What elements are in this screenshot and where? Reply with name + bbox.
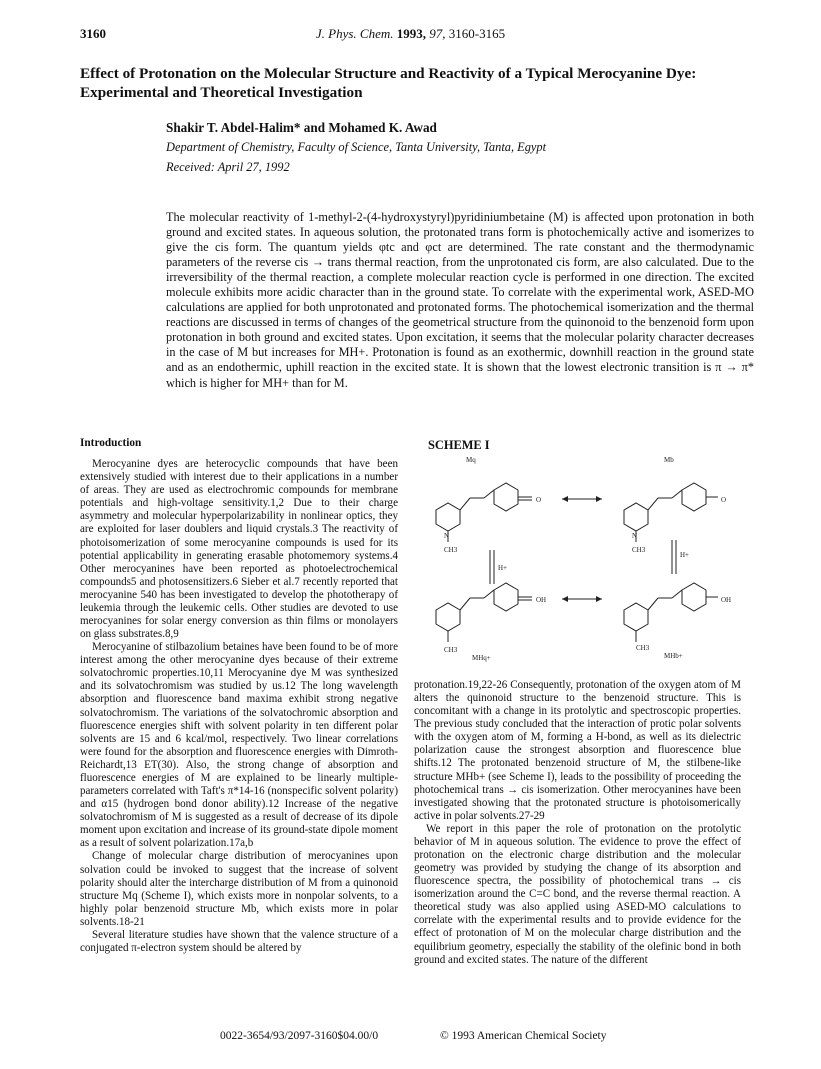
scheme-title: SCHEME I (428, 438, 490, 452)
scheme-figure (414, 452, 744, 674)
journal-name: J. Phys. Chem. (315, 26, 394, 41)
intro-paragraph-6: We report in this paper the role of protonation on the protolytic behavior of M in aqueous solution. The evidence to prove the effect of protonation on the electronic charge distribution and the molecular geometry was provided by studying the change of its absorption and fluorescence spectra, the possibility of photochemical trans → cis isomerization around the C=C bond, and the reverse thermal reaction. A theoretical study was also applied using ASED-MO calculations to correlate with the experimental results and to provide evidence for the effect of protonation of M on the molecular charge distribution and the equilibrium geometry, especially the stability of the olefinic bond in both ground and excited states. The nature of the different (414, 822, 741, 966)
label-hplus-1: H+ (498, 564, 508, 572)
label-n-1: N (444, 532, 450, 540)
structure-mhb (624, 583, 718, 642)
footer-copyright: © 1993 American Chemical Society (440, 1030, 607, 1042)
label-mq: Mq (466, 456, 476, 464)
running-header (0, 26, 821, 42)
page-number: 3160 (80, 26, 106, 41)
label-oh-plus: OH (536, 596, 547, 604)
structure-mhq (436, 583, 532, 642)
equilibrium-arrow-left (490, 550, 494, 584)
label-mhq: MHq+ (472, 654, 491, 662)
structure-mb (624, 483, 718, 542)
received-date: Received: April 27, 1992 (166, 160, 290, 174)
intro-paragraph-4: Several literature studies have shown that the valence structure of a conjugated π-electron system should be altered by (80, 928, 398, 954)
label-n-2: N (632, 532, 638, 540)
journal-year: 1993, (396, 26, 427, 41)
article-title: Effect of Protonation on the Molecular Structure and Reactivity of a Typical Merocyanine Dye: Experimental and Theoretical Investigation (80, 65, 697, 101)
equilibrium-arrow-right (672, 540, 676, 574)
abstract: The molecular reactivity of 1-methyl-2-(4-hydroxystyryl)pyridiniumbetaine (M) is affected upon protonation in both ground and excited states. In aqueous solution, the protonated trans form is photochemically active and isomerizes to give the cis form. The quantum yields φtc and φct are determined. The rate constant and the thermodynamic parameters of the reverse cis → trans thermal reaction, from the unprotonated cis form, are also calculated. Due to the irreversibility of the thermal reaction, a complete molecular reaction cycle is performed in one direction. The excited molecule exhibits more acidic character than in the ground state. To correlate with the experimental work, ASED-MO calculations are applied for both unprotonated and protonated forms. The photochemical isomerization and the thermal reactions are discussed in terms of changes of the geometrical structure from the quinonoid to the benzenoid form upon protonation in both ground and excited states. Upon excitation, it seems that the molecular polarity character decreases in the case of M but increases for MH+. Protonation is found as an exothermic, downhill reaction in the ground state and as an endothermic, uphill reaction in the excited state. It is shown that the lowest electronic transition is π → π* which is higher for MH+ than for M. (166, 210, 754, 390)
label-oh: OH (721, 596, 732, 604)
label-o-minus: O (721, 496, 727, 504)
journal-volume: 97, (429, 26, 446, 41)
intro-paragraph-2: Merocyanine of stilbazolium betaines have been found to be of more interest among the other merocyanine dyes because of their extreme solvatochromic properties.10,11 Merocyanine dye M was synthesized and its solvatochromism was studied by us.12 The long wavelength absorption and fluorescence band maxima exhibit strong negative solvatochromism. The variations of the solvatochromic absorption and fluorescence energies shift with solvent polarity in ten different polar solvents are 15 and 6 kcal/mol, respectively. Two linear correlations were found for the absorption and fluorescence energies with Dimroth-Reichardt,13 ET(30). Also, the strong change of absorption and fluorescence energies of M are explained to be linearly multiple-parameters correlated with Taft's π*14-16 (nonspecific solvent polarity) and α15 (hydrogen bond donor ability).12 Increase of the negative solvatochromism of M is suggested as a result of decrease of its dipole moment upon excitation and increase of its ground-state dipole moment as a result of solvent polarization.17a,b (80, 641, 398, 850)
intro-paragraph-1: Merocyanine dyes are heterocyclic compounds that have been extensively studied with interest due to their applications in a number of areas. They are used as electrochromic compounds for membrane potentials and high-voltage sensitivity.1,2 Due to their charge asymmetry and molecular hyperpolarizability in nonlinear optics, they are exploited for laser doublers and liquid crystals.3 The reactivity of photoisomerization of some merocyanine compounds is used for its potential applicability in generating erasable photomemory systems.4 Other merocyanines have been reported as photoelectrochemical compounds5 and photosensitizers.6 Sieber et al.7 recently reported that merocyanine 540 has been investigated to develop the phototherapy of leukemia through the leukemic cells. Other studies are devoted to use merocyanines for solar energy conversion as thin films or monolayers on glass substrates.8,9 (80, 458, 398, 641)
article-authors: Shakir T. Abdel-Halim* and Mohamed K. Awad (166, 120, 437, 135)
label-ch3-4: CH3 (636, 644, 650, 652)
label-ch3-1: CH3 (444, 546, 458, 554)
label-ch3-3: CH3 (444, 646, 458, 654)
intro-paragraph-5: protonation.19,22-26 Consequently, protonation of the oxygen atom of M alters the quinonoid structure to the benzenoid structure. This is concomitant with a change in its protolytic and spectroscopic properties. The previous study concluded that the interaction of protic polar solvents with the oxygen atom of M, forming a H-bond, as well as its dielectric polarization cause the strongest absorption and fluorescence blue shifts.12 The protonated benzenoid structure of M, the stilbene-like structure MHb+ (see Scheme I), leads to the possibility of proceeding the photochemical trans → cis isomerization. Other merocyanines have been investigated showing that the protonated structure is photoisomerically active in polar solvents.27-29 (414, 679, 741, 822)
right-column (414, 679, 741, 967)
label-hplus-2: H+ (680, 551, 690, 559)
section-heading-introduction: Introduction (80, 437, 142, 449)
label-o: O (536, 496, 542, 504)
label-mhb: MHb+ (664, 652, 683, 660)
structure-mq (436, 483, 532, 542)
left-column (80, 437, 398, 955)
footer-code: 0022-3654/93/2097-3160$04.00/0 (220, 1030, 379, 1042)
label-ch3-2: CH3 (632, 546, 646, 554)
journal-pages: 3160-3165 (448, 26, 506, 41)
label-mb: Mb (664, 456, 674, 464)
article-affiliation: Department of Chemistry, Faculty of Science, Tanta University, Tanta, Egypt (166, 140, 547, 154)
intro-paragraph-3: Change of molecular charge distribution of merocyanines upon solvation could be invoked to suggest that the increase of solvent polarity should alter the intercharge distribution of M from a quinonoid structure Mq (Scheme I), which exists more in nonpolar solvents, to a highly polar benzenoid structure Mb, which exists more in polar solvents.18-21 (80, 850, 398, 928)
